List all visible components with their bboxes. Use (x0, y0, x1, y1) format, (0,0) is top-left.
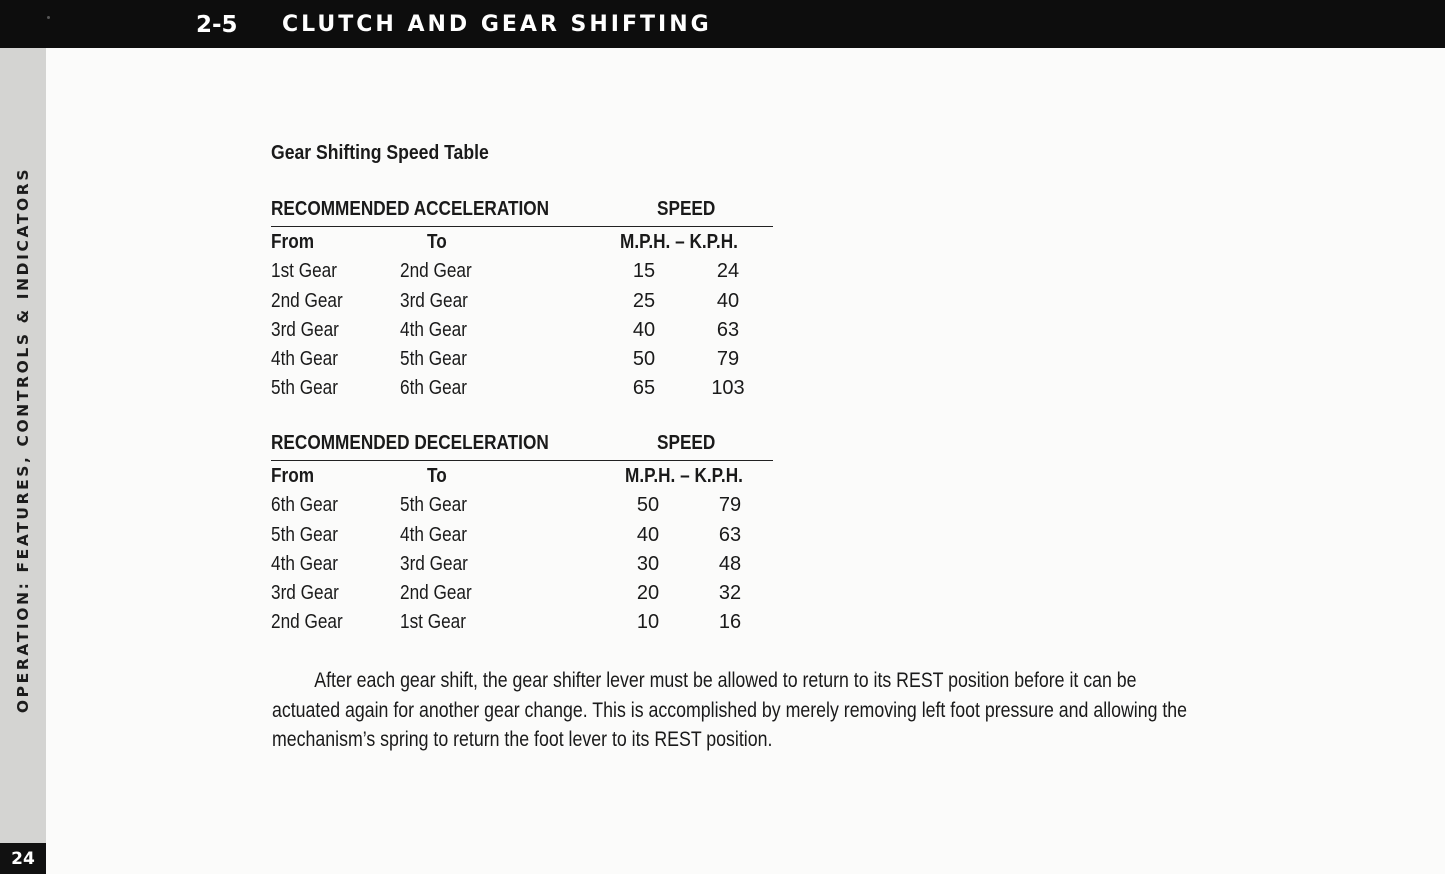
kph-value: 63 (716, 318, 740, 341)
deceleration-heading: RECOMMENDED DECELERATION (271, 432, 549, 454)
table-row (271, 607, 773, 636)
mph-value: 50 (632, 348, 656, 371)
mph-value: 40 (632, 318, 656, 341)
kph-value: 16 (718, 611, 742, 634)
to-gear: 3rd Gear (400, 552, 468, 575)
table-title: Gear Shifting Speed Table (271, 142, 489, 164)
col-from: From (271, 465, 314, 487)
kph-value: 103 (711, 377, 745, 400)
kph-value: 32 (718, 582, 742, 605)
table-row (271, 549, 773, 578)
col-to: To (427, 465, 447, 487)
table-row (271, 520, 773, 549)
kph-value: 79 (716, 348, 740, 371)
mph-value: 40 (636, 523, 660, 546)
kph-value: 63 (718, 523, 742, 546)
col-from: From (271, 231, 314, 253)
acceleration-header (271, 198, 773, 227)
to-gear: 4th Gear (400, 318, 467, 341)
table-row (271, 578, 773, 607)
to-gear: 6th Gear (400, 377, 467, 400)
to-gear: 4th Gear (400, 523, 467, 546)
to-gear: 3rd Gear (400, 289, 468, 312)
acceleration-subheader (271, 227, 773, 256)
deceleration-table (271, 432, 773, 637)
table-row (271, 256, 773, 285)
deceleration-subheader (271, 461, 773, 490)
from-gear: 3rd Gear (271, 318, 339, 341)
mph-value: 65 (632, 377, 656, 400)
from-gear: 4th Gear (271, 552, 338, 575)
col-units: M.P.H. – K.P.H. (625, 465, 743, 487)
mph-value: 30 (636, 552, 660, 575)
page-number: 24 (11, 849, 35, 869)
from-gear: 5th Gear (271, 377, 338, 400)
from-gear: 6th Gear (271, 494, 338, 517)
kph-value: 40 (716, 289, 740, 312)
header-dot (47, 16, 50, 19)
section-number: 2-5 (196, 12, 238, 38)
mph-value: 50 (636, 494, 660, 517)
deceleration-speed-heading: SPEED (657, 432, 716, 454)
from-gear: 5th Gear (271, 523, 338, 546)
kph-value: 79 (718, 494, 742, 517)
table-row (271, 490, 773, 519)
mph-value: 10 (636, 611, 660, 634)
to-gear: 5th Gear (400, 348, 467, 371)
deceleration-header (271, 432, 773, 461)
page-header (0, 0, 1445, 48)
table-row (271, 286, 773, 315)
from-gear: 1st Gear (271, 260, 337, 283)
kph-value: 24 (716, 260, 740, 283)
from-gear: 2nd Gear (271, 289, 343, 312)
to-gear: 1st Gear (400, 611, 466, 634)
mph-value: 20 (636, 582, 660, 605)
table-row (271, 315, 773, 344)
to-gear: 5th Gear (400, 494, 467, 517)
acceleration-table (271, 198, 773, 403)
section-title: CLUTCH AND GEAR SHIFTING (282, 12, 712, 37)
mph-value: 15 (632, 260, 656, 283)
to-gear: 2nd Gear (400, 582, 472, 605)
acceleration-heading: RECOMMENDED ACCELERATION (271, 198, 550, 220)
body-paragraph: After each gear shift, the gear shifter lever must be allowed to return to its REST position before it can be actuated again for another gear change. This is accomplished by merely removing left foot pressure and allowing the mechanism’s spring to return the foot lever to its REST position. (272, 669, 1188, 751)
kph-value: 48 (718, 552, 742, 575)
table-row (271, 373, 773, 402)
col-to: To (427, 231, 447, 253)
from-gear: 3rd Gear (271, 582, 339, 605)
to-gear: 2nd Gear (400, 260, 472, 283)
mph-value: 25 (632, 289, 656, 312)
from-gear: 4th Gear (271, 348, 338, 371)
col-units: M.P.H. – K.P.H. (620, 231, 738, 253)
acceleration-speed-heading: SPEED (657, 198, 716, 220)
table-row (271, 344, 773, 373)
from-gear: 2nd Gear (271, 611, 343, 634)
side-tab-label: OPERATION: FEATURES, CONTROLS & INDICATORS (14, 166, 32, 714)
